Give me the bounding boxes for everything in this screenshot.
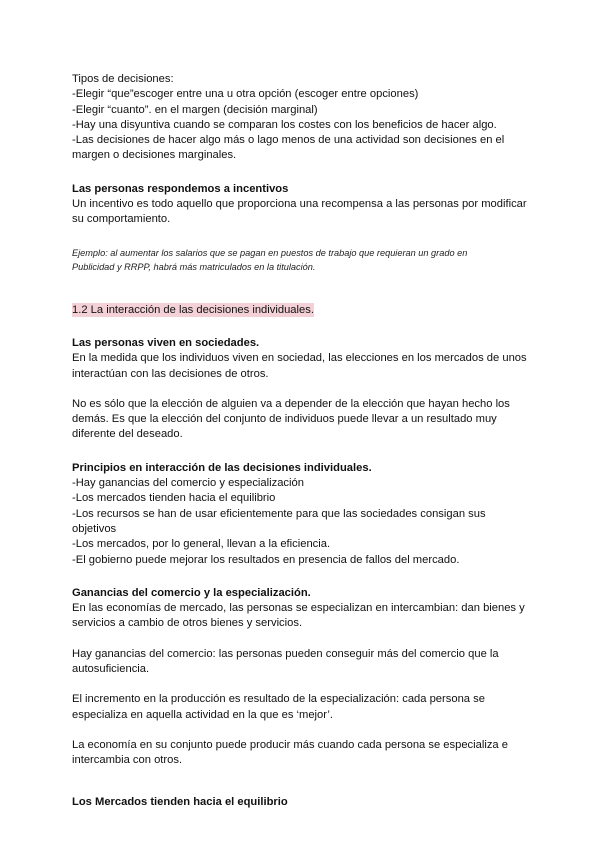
incentivos-heading: Las personas respondemos a incentivos	[72, 182, 289, 195]
ganancias-line: En las economías de mercado, las personas se especializan en intercambian: dan bienes y	[72, 602, 525, 615]
principios-line: objetivos	[72, 522, 117, 535]
sociedades-section	[72, 336, 530, 443]
ganancias-line: Hay ganancias del comercio: las personas pueden conseguir más del comercio que la	[72, 647, 499, 660]
ejemplo-line: Publicidad y RRPP, habrá más matriculados en la titulación.	[72, 262, 316, 273]
principios-line: -Los mercados tienden hacia el equilibrio	[72, 492, 276, 505]
tipos-line: margen o decisiones marginales.	[72, 149, 237, 162]
section-title: 1.2 La interacción de las decisiones individuales.	[72, 303, 314, 316]
sociedades-line: demás. Es que la elección del conjunto de individuos puede llevar a un resultado muy	[72, 413, 497, 426]
principios-line: -Hay ganancias del comercio y especialización	[72, 477, 304, 490]
principios-line: -Los recursos se han de usar eficientemente para que las sociedades consigan sus	[72, 507, 486, 520]
incentivos-line: Un incentivo es todo aquello que proporciona una recompensa a las personas por modificar	[72, 198, 527, 211]
ganancias-line: servicios a cambio de otros bienes y servicios.	[72, 617, 303, 630]
principios-line: -Los mercados, por lo general, llevan a la eficiencia.	[72, 538, 331, 551]
incentivos-section	[72, 182, 530, 228]
tipos-line: -Hay una disyuntiva cuando se comparan los costes con los beneficios de hacer algo.	[72, 118, 497, 131]
ganancias-line: La economía en su conjunto puede producir más cuando cada persona se especializa e	[72, 738, 508, 751]
incentivos-line: su comportamiento.	[72, 213, 171, 226]
principios-line: -El gobierno puede mejorar los resultados en presencia de fallos del mercado.	[72, 553, 460, 566]
sociedades-line: No es sólo que la elección de alguien va a depender de la elección que hayan hecho los	[72, 397, 510, 410]
equilibrio-heading: Los Mercados tienden hacia el equilibrio	[72, 795, 288, 808]
tipos-decisiones-section	[72, 72, 530, 164]
ganancias-line: intercambia con otros.	[72, 754, 183, 767]
principios-section	[72, 461, 530, 568]
sociedades-line: En la medida que los individuos viven en sociedad, las elecciones en los mercados de unos	[72, 352, 527, 365]
tipos-line: -Elegir “cuanto”. en el margen (decisión marginal)	[72, 103, 318, 116]
section-title-block	[72, 303, 530, 318]
tipos-title: Tipos de decisiones:	[72, 73, 174, 85]
ejemplo-line: Ejemplo: al aumentar los salarios que se pagan en puestos de trabajo que requieran un grado en	[72, 247, 468, 258]
tipos-line: -Las decisiones de hacer algo más o lago menos de una actividad son decisiones en el	[72, 134, 505, 147]
ejemplo-section	[72, 246, 530, 275]
ganancias-line: El incremento en la producción es resultado de la especialización: cada persona se	[72, 693, 485, 706]
sociedades-line: diferente del deseado.	[72, 428, 183, 441]
sociedades-line: interactúan con las decisiones de otros.	[72, 367, 269, 380]
ganancias-heading: Ganancias del comercio y la especialización.	[72, 586, 311, 599]
ganancias-line: autosuficiencia.	[72, 663, 150, 676]
sociedades-heading: Las personas viven en sociedades.	[72, 336, 260, 349]
ganancias-line: especializa en aquella actividad en la que es ‘mejor’.	[72, 708, 333, 721]
tipos-line: -Elegir “que”escoger entre una u otra opción (escoger entre opciones)	[72, 88, 419, 101]
equilibrio-section	[72, 795, 530, 810]
principios-heading: Principios en interacción de las decisiones individuales.	[72, 461, 372, 474]
ganancias-section	[72, 586, 530, 769]
